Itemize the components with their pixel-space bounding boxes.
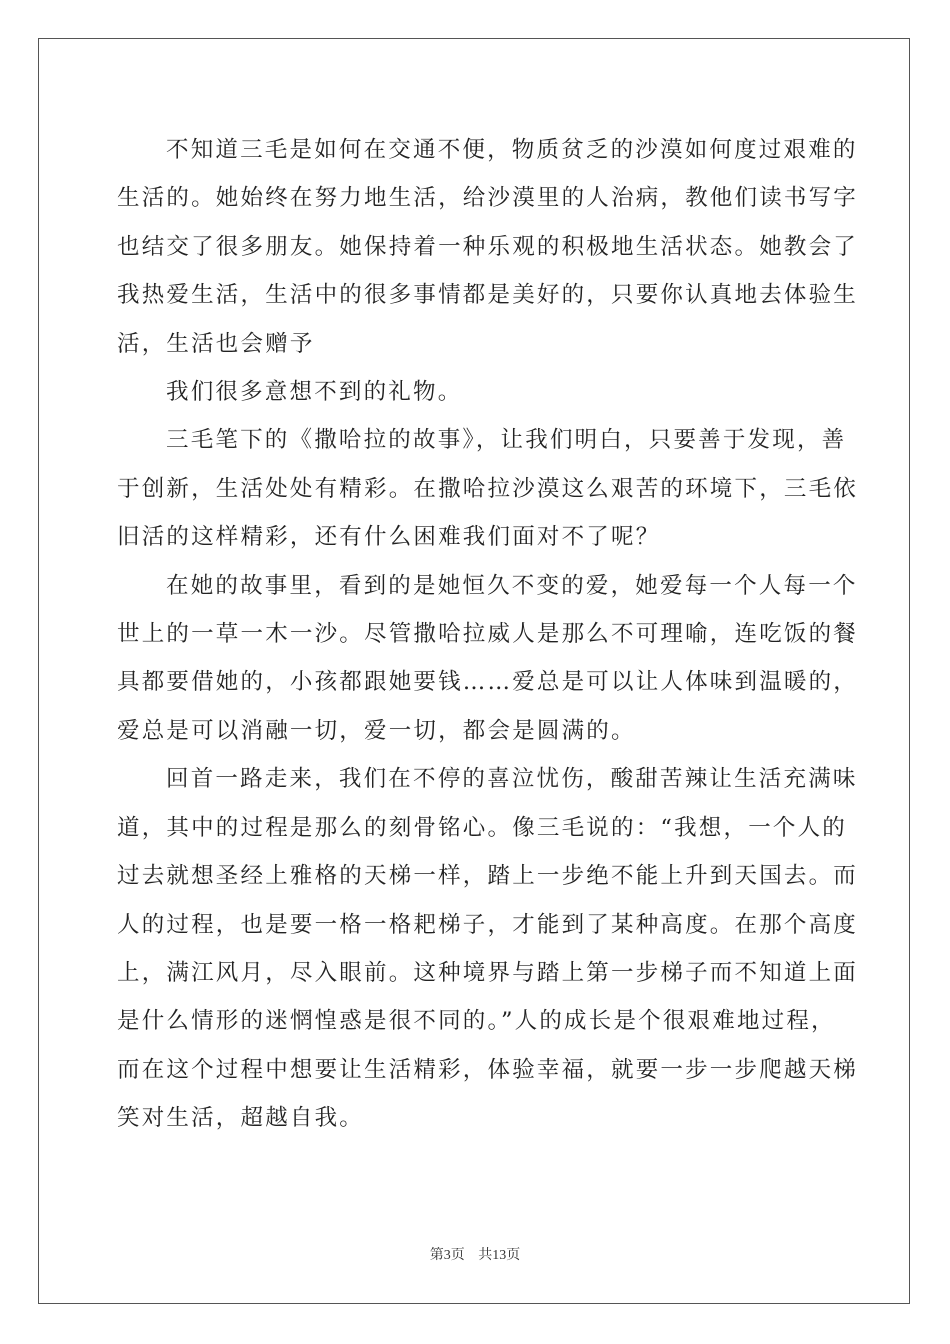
text-line: 三毛笔下的《撒哈拉的故事》，让我们明白，只要善于发现，善 bbox=[166, 427, 847, 454]
paragraph-1 bbox=[117, 126, 859, 368]
page-number: 第3页 bbox=[429, 1248, 465, 1263]
text-line: 道，其中的过程是那么的刻骨铭心。像三毛说的：“我想，一个人的 bbox=[117, 814, 848, 841]
text-line: 笑对生活，超越自我。 bbox=[117, 1105, 365, 1132]
text-line: 具都要借她的，小孩都跟她要钱……爱总是可以让人体味到温暖的， bbox=[117, 669, 859, 696]
text-line: 生活的。她始终在努力地生活，给沙漠里的人治病，教他们读书写字 bbox=[117, 185, 859, 212]
text-line: 在她的故事里，看到的是她恒久不变的爱，她爱每一个人每一个 bbox=[166, 572, 858, 599]
text-line: 爱总是可以消融一切，爱一切，都会是圆满的。 bbox=[117, 717, 636, 744]
text-line: 活，生活也会赠予 bbox=[117, 330, 315, 357]
text-line: 是什么情形的迷惘惶惑是很不同的。”人的成长是个很艰难地过程， bbox=[117, 1008, 836, 1035]
text-line: 人的过程，也是要一格一格耙梯子，才能到了某种高度。在那个高度 bbox=[117, 911, 859, 938]
paragraph-3 bbox=[117, 416, 859, 561]
text-line: 世上的一草一木一沙。尽管撒哈拉威人是那么不可理喻，连吃饭的餐 bbox=[117, 621, 859, 648]
document-body bbox=[117, 126, 859, 1143]
text-line: 过去就想圣经上雅格的天梯一样，踏上一步绝不能上升到天国去。而 bbox=[117, 863, 859, 890]
text-line: 不知道三毛是如何在交通不便，物质贫乏的沙漠如何度过艰难的 bbox=[166, 137, 858, 163]
text-line: 我热爱生活，生活中的很多事情都是美好的，只要你认真地去体验生 bbox=[117, 282, 859, 309]
paragraph-4 bbox=[117, 562, 859, 756]
paragraph-2 bbox=[117, 368, 833, 416]
text-line: 我们很多意想不到的礼物。 bbox=[166, 379, 463, 406]
text-line: 旧活的这样精彩，还有什么困难我们面对不了呢？ bbox=[117, 524, 661, 551]
page-total: 共13页 bbox=[478, 1248, 521, 1263]
page-footer bbox=[0, 1244, 950, 1264]
paragraph-5 bbox=[117, 755, 859, 1142]
text-line: 也结交了很多朋友。她保持着一种乐观的积极地生活状态。她教会了 bbox=[117, 233, 859, 260]
text-line: 而在这个过程中想要让生活精彩，体验幸福，就要一步一步爬越天梯 bbox=[117, 1056, 859, 1083]
text-line: 上，满江风月，尽入眼前。这种境界与踏上第一步梯子而不知道上面 bbox=[117, 959, 859, 986]
text-line: 于创新，生活处处有精彩。在撒哈拉沙漠这么艰苦的环境下，三毛依 bbox=[117, 475, 859, 502]
text-line: 回首一路走来，我们在不停的喜泣忧伤，酸甜苦辣让生活充满味 bbox=[166, 766, 858, 793]
